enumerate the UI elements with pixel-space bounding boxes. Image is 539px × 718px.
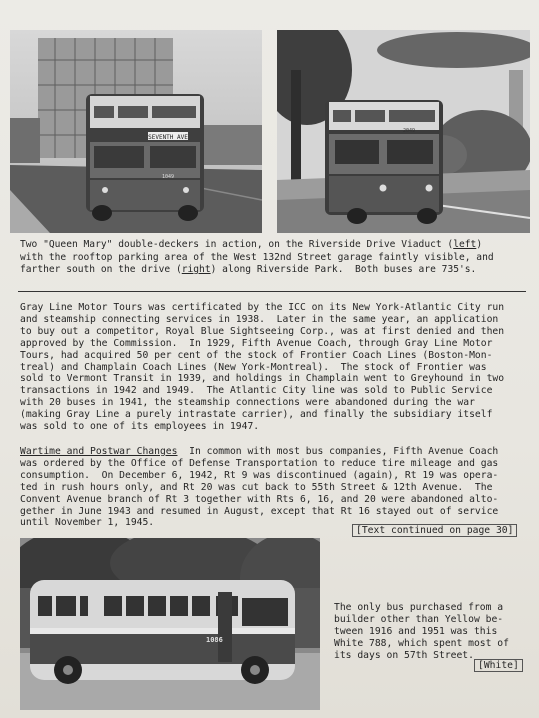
photo-bottom-white-bus <box>20 538 320 710</box>
p1-line: to buy out a competitor, Royal Blue Sightseeing Corp., was at first denied and then <box>20 325 505 337</box>
p1-line: and steamship connecting services in 1938. Later in the same year, an application <box>20 313 499 325</box>
p2-line: In common with most bus companies, Fifth Avenue Coach <box>177 446 499 457</box>
top-photo-caption <box>20 239 494 277</box>
caption-left-link: left <box>453 239 477 250</box>
section-divider <box>18 291 526 292</box>
bus-number-left: 1049 <box>161 174 175 180</box>
bus-number-right: 2049 <box>402 128 416 134</box>
photo-right-double-decker <box>277 30 530 233</box>
bottom-caption-line: White 788, which spent most of <box>334 638 509 649</box>
p2-line: ted in rush hours only, and Rt 20 was cut back to 55th Street & 12th Avenue. The <box>20 481 493 493</box>
p1-line: (making Gray Line a purely intrastate carrier), and finally the subsidiary itself <box>20 409 493 421</box>
p1-line: approved by the Commission. In 1929, Fifth Avenue Coach, through Gray Line Motor <box>20 337 493 349</box>
p1-line: sold to Vermont Transit in 1939, and holdings in Champlain went to Greyhound in two <box>20 373 505 385</box>
continued-note <box>352 525 517 537</box>
p2-line: consumption. On December 6, 1942, Rt 9 was discontinued (again), Rt 19 was opera- <box>20 469 499 481</box>
p2-line: until November 1, 1945. <box>20 517 155 529</box>
p1-line: Gray Line Motor Tours was certificated by the ICC on its New York-Atlantic City run <box>20 302 505 313</box>
p1-line: with 20 buses in 1941, the steamship connections were abandoned during the war <box>20 397 475 409</box>
paragraph-gray-line <box>20 302 525 433</box>
p1-line: treal) and Champlain Coach Lines (New York-Montreal). The stock of Frontier was <box>20 361 487 373</box>
caption-right-link: right <box>181 264 211 276</box>
continued-text: [Text continued on page 30] <box>352 524 517 537</box>
paragraph-wartime <box>20 446 525 529</box>
bus-number-bottom: 1086 <box>206 636 223 644</box>
p1-line: was sold to one of its employees in 1947. <box>20 421 260 433</box>
caption-line3-a: farther south on the drive ( <box>20 264 182 276</box>
p1-line: transactions in 1942 and 1949. The Atlantic City line was sold to Public Service <box>20 385 493 397</box>
bottom-caption-line: tween 1916 and 1951 was this <box>334 626 498 637</box>
caption-line1-a: Two "Queen Mary" double-deckers in action, on the Riverside Drive Viaduct ( <box>20 239 454 250</box>
p2-line: was ordered by the Office of Defense Transportation to reduce tire mileage and gas <box>20 457 499 469</box>
bottom-caption-line: its days on 57th Street. <box>334 650 474 661</box>
bottom-caption-line: builder other than Yellow be- <box>334 614 504 625</box>
caption-line3-b: ) along Riverside Park. Both buses are 735's. <box>210 264 477 276</box>
caption-line1-b: ) <box>476 239 483 250</box>
bottom-caption-line: The only bus purchased from a <box>334 602 504 613</box>
bus-destination-sign: SEVENTH AVE <box>148 134 188 141</box>
bottom-photo-caption <box>334 602 509 662</box>
photo-left-double-decker <box>10 30 262 233</box>
p2-line: Convent Avenue branch of Rt 3 together with Rts 6, 16, and 20 were abandoned alto- <box>20 493 499 505</box>
caption-line2: with the rooftop parking area of the West 132nd Street garage faintly visible, and <box>20 251 494 263</box>
section-heading-wartime: Wartime and Postwar Changes <box>20 446 178 457</box>
p1-line: Tours, had acquired 50 per cent of the stock of Frontier Coach Lines (Boston-Mon- <box>20 349 493 361</box>
p2-line: gether in June 1943 and resumed in August, except that Rt 16 stayed out of service <box>20 505 499 517</box>
photo-credit <box>474 660 523 672</box>
photo-credit-text: [White] <box>474 659 523 672</box>
